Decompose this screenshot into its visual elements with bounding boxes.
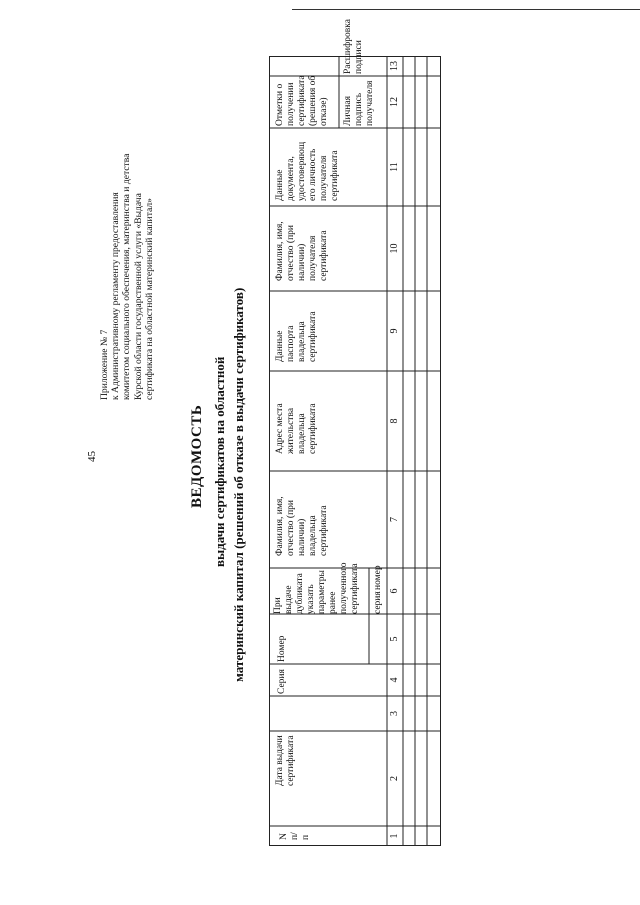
annex-line: Приложение № 7 [99, 329, 110, 400]
header-number: Номер [277, 635, 287, 662]
annex-note [99, 154, 155, 400]
column-number: 11 [389, 162, 400, 172]
column-number: 2 [389, 776, 400, 781]
header-receipt-marks: Отметки о получении сертификата (решения об отказе) [275, 75, 329, 126]
header-recipient-name: Фамилия, имя, отчество (при наличии) получателя сертификата [275, 221, 329, 281]
annex-line: сертификата на областной материнский капитал» [143, 198, 155, 400]
column-number: 1 [389, 833, 400, 839]
header-signature-decoding: Расшифровка подписи [343, 19, 364, 74]
top-rule [292, 9, 640, 10]
header-dup-series: серия [373, 591, 383, 614]
column-number: 8 [389, 418, 400, 424]
column-number: 3 [389, 711, 400, 716]
annex-line: Курской области государственной услуги «Выдача [132, 193, 144, 400]
column-number: 6 [389, 588, 400, 594]
column-number: 12 [389, 97, 400, 107]
header-series: Серия [277, 669, 287, 694]
header-signature: Личная подпись получателя [343, 80, 375, 126]
column-number: 4 [389, 677, 400, 683]
header-issue-date: Дата выдачи сертификата [275, 735, 296, 786]
page-number: 45 [86, 451, 98, 462]
header-row-number: N п/п [279, 832, 311, 840]
header-dup-number: номер [373, 565, 383, 590]
header-duplicate-params: При выдаче дубликата указать параметры ранее полученного сертификата [273, 562, 360, 614]
document-subtitle: выдачи сертификатов на областной [212, 356, 227, 567]
column-number: 9 [389, 328, 400, 334]
header-recipient-document: Данные документа, удостоверяющ его личность получателя сертификата [275, 141, 340, 201]
document-title: ВЕДОМОСТЬ [189, 404, 205, 508]
column-number: 10 [389, 243, 400, 254]
header-owner-address: Адрес места жительства владельца сертификата [275, 403, 318, 454]
certificates-table [269, 19, 441, 846]
document-subtitle-2: материнский капитал (решений об отказе в выдачи сертификатов) [231, 287, 246, 682]
annex-line: комитетом социального обеспечения, материнства и детства [121, 153, 133, 400]
header-owner-passport: Данные паспорта владельца сертификата [275, 311, 318, 362]
header-owner-name: Фамилия, имя, отчество (при наличии) владельца сертификата [275, 496, 329, 556]
column-number: 5 [389, 636, 400, 642]
column-number: 7 [389, 517, 400, 522]
column-number: 13 [389, 61, 400, 71]
annex-line: к Административному регламенту предоставления [110, 192, 122, 400]
